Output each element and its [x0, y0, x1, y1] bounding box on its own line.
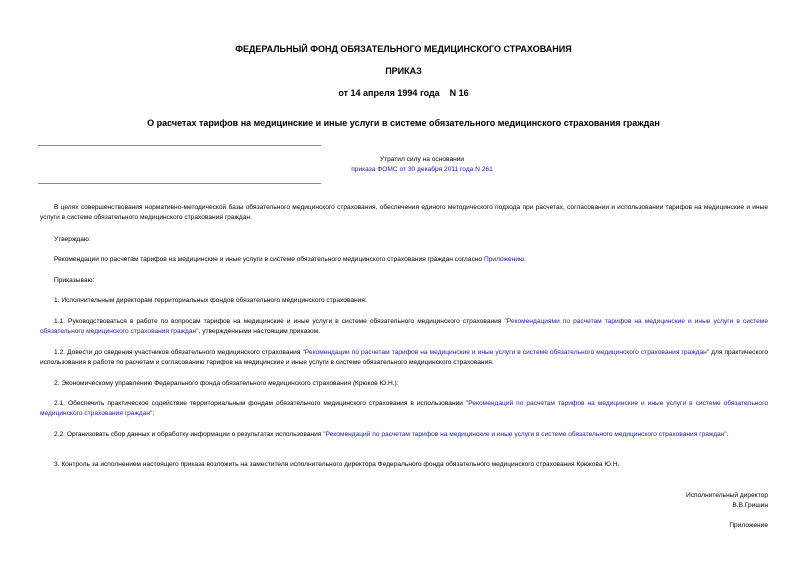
date-number: от 14 апреля 1994 года N 16 — [338, 88, 469, 98]
item-1-2-text: 1.2. Довести до сведения участников обязательного медицинского страхования — [54, 349, 303, 356]
divider-bottom — [38, 183, 321, 184]
order-label: Приказываю: — [54, 277, 95, 284]
item-1-1-text: 1.1. Руководствоваться в работе по вопросам тарифов на медицинские и иные услуги в системе обязательного медицинского страхования — [54, 318, 505, 325]
approve-paragraph — [40, 255, 768, 265]
item-1-1-end: , утвержденными настоящим приказом. — [198, 327, 321, 335]
divider-top — [38, 145, 321, 146]
document-title: О расчетах тарифов на медицинские и иные услуги в системе обязательного медицинского страхования граждан — [147, 118, 660, 128]
status-note — [322, 155, 522, 175]
recommendations-link-4[interactable]: "Рекомендаций по расчетам тарифов на медицинские и иные услуги в системе обязательного медицинского страхования граждан" — [323, 431, 727, 438]
intro-paragraph: В целях совершенствования нормативно-методической базы обязательного медицинского страхования, обеспечения единого методического подхода при расчетах, согласовании и использовании тарифов на медицинские и иные услуги в системе обязательного медицинского страхования граждан — [40, 204, 768, 221]
item-2: 2. Экономическому управлению Федерального фонда обязательного медицинского страхования (Крюков Ю.Н.): — [54, 380, 399, 387]
approve-text: Рекомендации по расчетам тарифов на медицинские и иные услуги в системе обязательного медицинского страхования граждан согласно — [54, 256, 485, 263]
approve-label: Утверждаю: — [54, 236, 91, 243]
organization-title: ФЕДЕРАЛЬНЫЙ ФОНД ОБЯЗАТЕЛЬНОГО МЕДИЦИНСКОГО СТРАХОВАНИЯ — [235, 44, 572, 54]
recommendations-link-1[interactable]: "Рекомендациями по расчетам тарифов на медицинские и иные услуги в системе обязательного медицинского страхования граждан" — [40, 318, 768, 335]
item-2-1 — [40, 399, 768, 418]
item-1-1 — [40, 317, 768, 336]
recommendations-link-3[interactable]: "Рекомендаций по расчетам тарифов на медицинские и иные услуги в системе обязательного медицинского страхования граждан" — [40, 400, 768, 417]
item-2-2-text: 2.2. Организовать сбор данных и обработку информации о результатах использования — [54, 431, 324, 438]
item-1: 1. Исполнительным директорам территориальных фондов обязательного медицинского страхования: — [54, 297, 367, 304]
signatory-position: Исполнительный директор — [686, 492, 768, 499]
signatory-name: В.В.Гришин — [732, 502, 768, 509]
document-type: ПРИКАЗ — [385, 66, 422, 76]
signature-block — [686, 491, 768, 511]
repeal-order-link[interactable]: приказа ФОМС от 30 декабря 2011 года N 261 — [351, 166, 493, 173]
appendix-link[interactable]: Приложению — [484, 256, 524, 263]
item-1-2 — [40, 348, 768, 367]
item-3: 3. Контроль за исполнением настоящего приказа возложить на заместителя исполнительного директора Федерального фонда обязательного медицинского страхования Крюкова Ю.Н. — [54, 461, 620, 468]
status-note-text: Утратил силу на основании — [379, 156, 465, 163]
item-2-2-end: . — [726, 431, 729, 438]
item-2-1-text: 2.1. Обеспечить практическое содействие территориальным фондам обязательного медицинского страхования в использовании — [54, 400, 466, 407]
item-2-1-end: ; — [152, 409, 155, 417]
appendix-label: Приложение — [729, 522, 768, 529]
item-1-2-end: для практического использования в работе по расчетам и согласованию тарифов на медицинские и иные услуги в системе обязательного медицинского страхования. — [40, 349, 768, 366]
approve-end: . — [523, 256, 526, 263]
recommendations-link-2[interactable]: "Рекомендации по расчетам тарифов на медицинские и иные услуги в системе обязательного медицинского страхования граждан" — [302, 349, 710, 356]
item-2-2 — [40, 430, 768, 440]
